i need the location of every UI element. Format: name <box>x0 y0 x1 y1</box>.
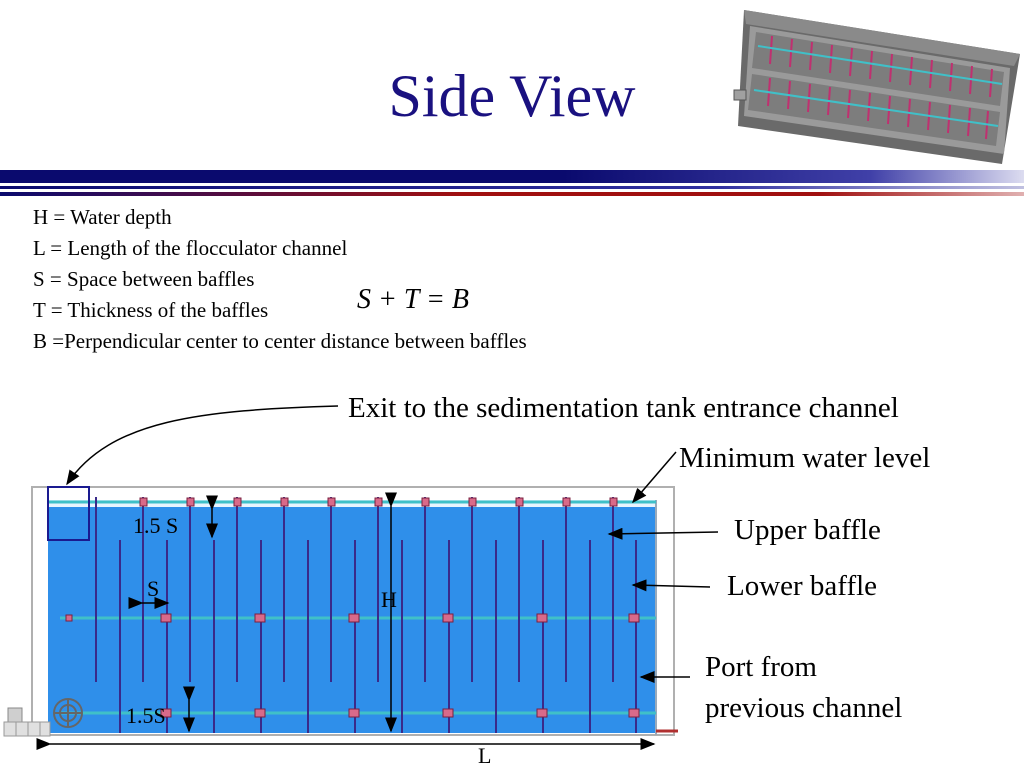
spacing-label: S <box>147 576 160 601</box>
upper-baffle-callout: Upper baffle <box>734 514 881 546</box>
definition-b: B =Perpendicular center to center distance between baffles <box>33 329 527 353</box>
depth-label: H <box>381 587 397 612</box>
equation: S + T = B <box>357 284 469 315</box>
definition-s: S = Space between baffles <box>33 267 255 291</box>
definition-h: H = Water depth <box>33 205 172 229</box>
definition-l: L = Length of the flocculator channel <box>33 236 348 260</box>
bottom-gap-label: 1.5S <box>126 703 166 728</box>
top-gap-label: 1.5 S <box>133 513 179 538</box>
port-callout-line2: previous channel <box>705 692 903 724</box>
exit-arrow <box>67 406 338 484</box>
min-water-arrow <box>633 452 676 502</box>
page-title: Side View <box>388 63 636 129</box>
lower-baffle-callout: Lower baffle <box>727 570 878 602</box>
port-callout-line1: Port from <box>705 651 817 683</box>
exit-callout: Exit to the sedimentation tank entrance channel <box>348 392 899 424</box>
length-label: L <box>478 743 492 768</box>
definition-t: T = Thickness of the baffles <box>33 298 269 322</box>
min-water-callout: Minimum water level <box>679 442 931 474</box>
